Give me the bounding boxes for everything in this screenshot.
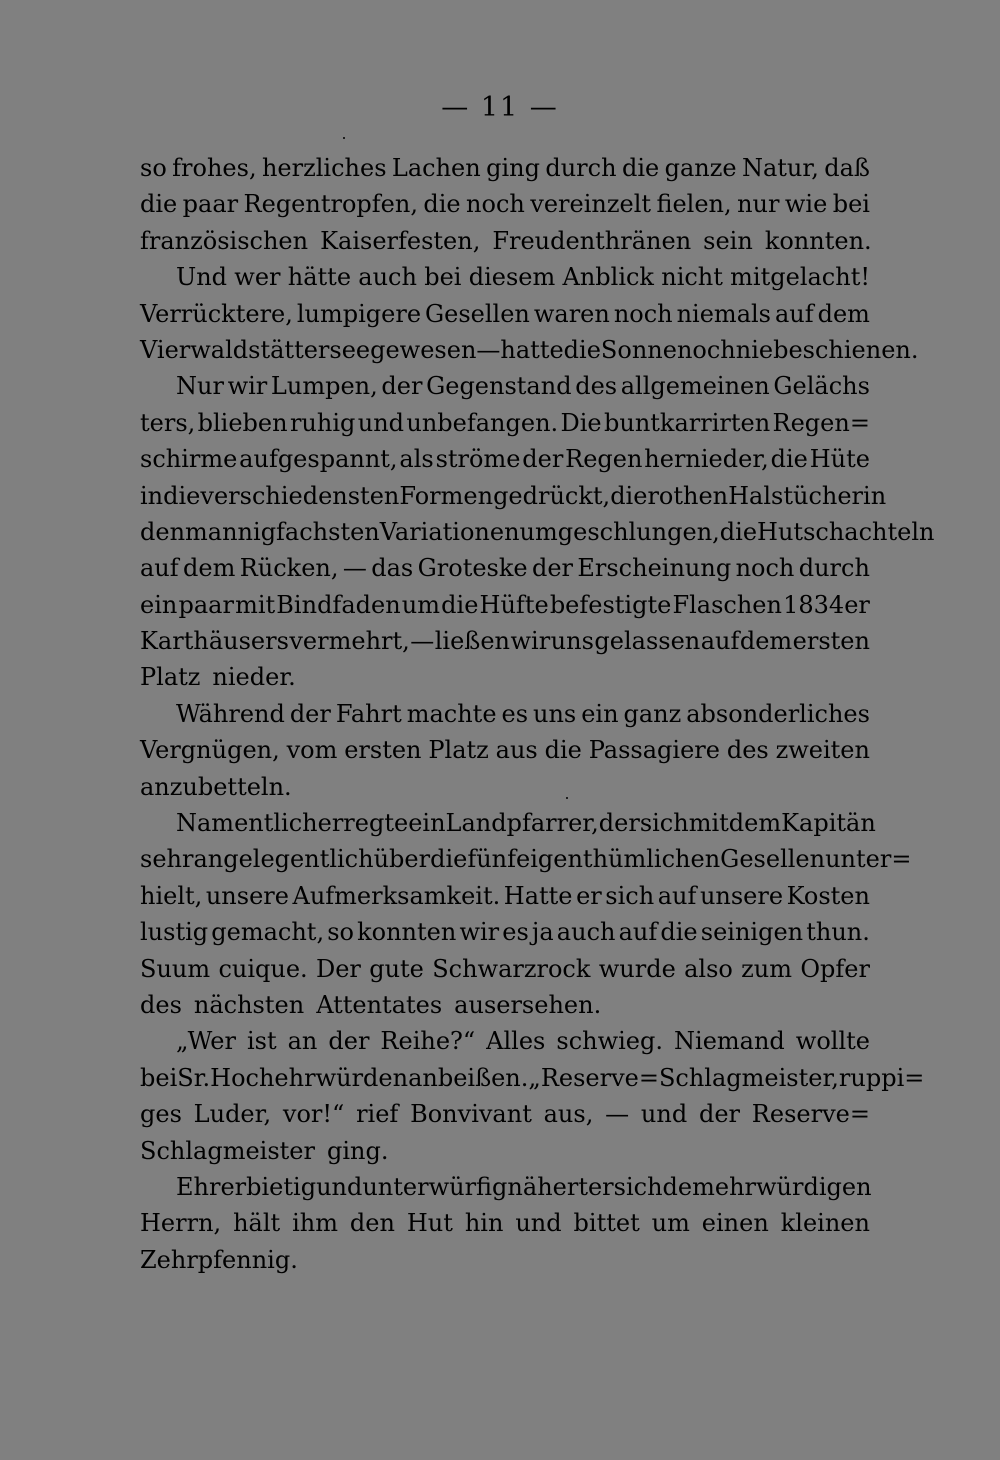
- word: Sonne: [600, 335, 677, 364]
- word: vor!“: [282, 1100, 345, 1129]
- text-line: [140, 987, 870, 1023]
- word: die: [563, 335, 601, 364]
- word: also: [684, 954, 733, 983]
- word: auch: [556, 918, 616, 947]
- word: Bindfaden: [276, 590, 401, 619]
- word: nächsten: [193, 990, 305, 1019]
- word: —: [410, 627, 435, 656]
- text-line: [140, 914, 870, 950]
- word: nieder.: [212, 663, 296, 692]
- word: Landpfarrer,: [445, 809, 599, 838]
- word: diesem: [468, 263, 556, 292]
- word: Reserve=: [751, 1100, 870, 1129]
- word: wer: [234, 263, 281, 292]
- word: Niemand: [674, 1027, 785, 1056]
- word: die: [770, 445, 808, 474]
- word: Und: [176, 263, 228, 292]
- word: —: [605, 1100, 630, 1129]
- word: die: [423, 190, 461, 219]
- word: Karthäusers: [140, 627, 289, 656]
- word: ausersehen.: [454, 990, 602, 1019]
- word: die: [140, 190, 178, 219]
- word: Lachen: [391, 154, 481, 182]
- word: hatte: [500, 335, 564, 364]
- page-number: — 11 —: [441, 92, 559, 123]
- body-text: [140, 150, 935, 1278]
- word: gedrückt,: [493, 481, 611, 510]
- word: auch: [358, 263, 417, 292]
- word: angelegentlich: [193, 845, 374, 874]
- word: Suum: [140, 954, 211, 983]
- word: Gesellen: [424, 299, 530, 328]
- word: und: [640, 1100, 688, 1129]
- word: bei: [140, 1063, 178, 1092]
- word: um: [401, 590, 441, 619]
- word: den: [140, 517, 186, 546]
- word: ganz: [623, 699, 682, 728]
- text-line: [140, 587, 870, 623]
- word: Anblick: [562, 263, 654, 292]
- text-line: [140, 951, 870, 987]
- text-line: [140, 1096, 870, 1132]
- word: lumpigere: [296, 299, 422, 328]
- word: Rücken,: [239, 554, 339, 583]
- word: unsere: [699, 881, 784, 910]
- text-line: [140, 1205, 870, 1241]
- word: mitgelacht!: [730, 263, 870, 292]
- word: des: [726, 736, 769, 765]
- word: um: [651, 1209, 690, 1238]
- text-line: [140, 805, 876, 841]
- word: niemals: [676, 299, 771, 328]
- text-line: [140, 1060, 925, 1096]
- word: vereinzelt: [530, 190, 652, 219]
- word: französischen: [140, 226, 309, 255]
- text-line: [140, 841, 912, 877]
- word: bei: [424, 263, 462, 292]
- word: noch: [613, 299, 673, 328]
- word: beschienen.: [773, 335, 919, 364]
- text-line: [140, 332, 919, 368]
- word: rothen: [647, 481, 729, 510]
- word: schwieg.: [556, 1027, 664, 1056]
- word: kleinen: [780, 1209, 870, 1238]
- word: absonderliches: [686, 699, 870, 728]
- word: thun.: [806, 918, 870, 947]
- text-line: [140, 550, 870, 586]
- word: ruhig: [289, 408, 356, 437]
- word: Hochehrwürden: [210, 1063, 409, 1092]
- word: daß: [824, 154, 870, 182]
- word: konnten.: [764, 226, 872, 255]
- word: der: [289, 699, 331, 728]
- word: in: [140, 481, 164, 510]
- text-line: [140, 441, 870, 477]
- word: —: [342, 554, 367, 583]
- word: konnten: [357, 918, 457, 947]
- word: Gelächs: [773, 372, 870, 401]
- text-line: [140, 223, 870, 259]
- word: er: [587, 1172, 614, 1201]
- word: sehr: [140, 845, 194, 874]
- word: Nur: [176, 372, 224, 401]
- word: ruppi=: [838, 1063, 925, 1092]
- word: über: [373, 845, 431, 874]
- word: und: [515, 1209, 562, 1238]
- word: Die: [560, 408, 602, 437]
- word: vom: [286, 736, 338, 765]
- word: eigenthümlichen: [516, 845, 721, 874]
- word: wir: [459, 918, 500, 947]
- word: Vergnügen,: [140, 736, 280, 765]
- word: ja: [531, 918, 554, 947]
- word: dem: [662, 1172, 715, 1201]
- word: 1834er: [783, 590, 870, 619]
- word: hin: [464, 1209, 504, 1238]
- word: Platz: [428, 736, 489, 765]
- word: Luder,: [193, 1100, 272, 1129]
- text-line: [140, 150, 870, 186]
- word: Namentlich: [176, 809, 318, 838]
- word: Hut: [406, 1209, 453, 1238]
- word: nicht: [661, 263, 723, 292]
- word: Groteske: [417, 554, 528, 583]
- word: auf: [140, 554, 179, 583]
- word: hätte: [287, 263, 352, 292]
- word: ehrwürdigen: [714, 1172, 872, 1201]
- word: wurde: [598, 954, 676, 983]
- word: die: [719, 517, 758, 546]
- word: blieben: [197, 408, 288, 437]
- word: die: [660, 918, 698, 947]
- word: ging.: [326, 1136, 389, 1165]
- word: unsere: [205, 881, 289, 910]
- word: wir: [510, 627, 551, 656]
- word: ein: [140, 590, 178, 619]
- word: Während: [176, 699, 285, 728]
- word: Flaschen: [672, 590, 782, 619]
- word: zum: [741, 954, 793, 983]
- word: hält: [233, 1209, 281, 1238]
- word: ließen: [434, 627, 510, 656]
- word: fünf: [467, 845, 517, 874]
- word: paar: [182, 190, 239, 219]
- word: Gegenstand: [426, 372, 572, 401]
- word: ersten: [344, 736, 422, 765]
- text-line: [140, 478, 887, 514]
- word: Attentates: [316, 990, 443, 1019]
- word: auf: [774, 299, 814, 328]
- text-line: [140, 1023, 870, 1059]
- word: der: [328, 1027, 370, 1056]
- word: das: [371, 554, 414, 583]
- text-line: [140, 296, 870, 332]
- word: die: [621, 154, 660, 182]
- word: nur: [737, 190, 780, 219]
- word: Ehrerbietig: [176, 1172, 317, 1201]
- word: noch: [676, 335, 736, 364]
- word: die: [544, 736, 582, 765]
- word: Hüte: [809, 445, 870, 474]
- word: ters,: [140, 408, 196, 437]
- word: durch: [798, 554, 870, 583]
- word: „Reserve=Schlagmeister,: [528, 1063, 839, 1092]
- word: nie: [735, 335, 774, 364]
- word: Sr.: [177, 1063, 211, 1092]
- word: Halstücher: [728, 481, 864, 510]
- word: die: [163, 481, 201, 510]
- word: ist: [246, 1027, 277, 1056]
- word: in: [863, 481, 887, 510]
- word: Freudenthränen: [492, 226, 692, 255]
- word: erregte: [317, 809, 409, 838]
- word: so: [327, 918, 354, 947]
- word: den: [349, 1209, 395, 1238]
- word: vermehrt,: [289, 627, 410, 656]
- text-line: [140, 405, 870, 441]
- word: uns: [550, 627, 594, 656]
- word: unter=: [825, 845, 912, 874]
- word: Gesellen: [720, 845, 826, 874]
- word: —: [476, 335, 501, 364]
- word: Platz: [140, 663, 201, 692]
- word: allgemeinen: [620, 372, 770, 401]
- word: einen: [701, 1209, 769, 1238]
- word: wollte: [795, 1027, 870, 1056]
- word: Vierwaldstättersee: [140, 335, 371, 364]
- word: hernieder,: [644, 445, 769, 474]
- word: waren: [533, 299, 610, 328]
- word: dem: [183, 554, 236, 583]
- word: Lumpen,: [270, 372, 378, 401]
- word: dem: [817, 299, 870, 328]
- word: verschiedensten: [200, 481, 400, 510]
- word: Hatte: [503, 881, 573, 910]
- text-line: [140, 696, 870, 732]
- word: frohes,: [172, 154, 257, 182]
- word: sein: [703, 226, 753, 255]
- word: dem: [728, 809, 782, 838]
- word: Opfer: [800, 954, 870, 983]
- word: ströme: [435, 445, 521, 474]
- word: Schwarzrock: [432, 954, 591, 983]
- text-line: [140, 514, 935, 550]
- text-line: [140, 1133, 870, 1169]
- word: dem: [739, 627, 793, 656]
- word: des: [575, 372, 618, 401]
- word: Hutschachteln: [757, 517, 935, 546]
- word: mit: [235, 590, 276, 619]
- word: der: [381, 372, 423, 401]
- word: schirme: [140, 445, 238, 474]
- word: machte: [406, 699, 497, 728]
- word: der: [598, 809, 640, 838]
- word: Natur,: [741, 154, 819, 182]
- word: ganze: [664, 154, 737, 182]
- word: anbeißen.: [408, 1063, 529, 1092]
- word: aus: [495, 736, 538, 765]
- word: lustig: [140, 918, 209, 947]
- word: uns: [532, 699, 577, 728]
- word: Alles: [486, 1027, 546, 1056]
- word: Reihe?“: [380, 1027, 476, 1056]
- word: Aufmerksamkeit.: [292, 881, 501, 910]
- word: der: [531, 554, 574, 583]
- word: Formen: [399, 481, 494, 510]
- word: aufgespannt,: [239, 445, 398, 474]
- word: Kosten: [786, 881, 870, 910]
- word: durch: [545, 154, 617, 182]
- word: Verrücktere,: [140, 299, 293, 328]
- word: aus,: [543, 1100, 594, 1129]
- word: Fahrt: [335, 699, 402, 728]
- word: mit: [688, 809, 729, 838]
- word: wie: [784, 190, 828, 219]
- word: Bonvivant: [410, 1100, 532, 1129]
- word: gute: [369, 954, 424, 983]
- word: so: [140, 154, 167, 182]
- word: „Wer: [176, 1027, 236, 1056]
- word: bittet: [573, 1209, 640, 1238]
- word: mannigfachsten: [185, 517, 380, 546]
- word: ein: [581, 699, 619, 728]
- word: unterwürfig: [362, 1172, 508, 1201]
- text-line: [140, 623, 870, 659]
- word: hielt,: [140, 881, 203, 910]
- word: auf: [618, 918, 658, 947]
- word: die: [430, 845, 468, 874]
- word: fielen,: [656, 190, 732, 219]
- word: sich: [639, 809, 689, 838]
- word: Hüfte: [479, 590, 549, 619]
- word: und: [316, 1172, 363, 1201]
- word: ein: [408, 809, 446, 838]
- word: Variationen: [379, 517, 520, 546]
- word: er: [576, 881, 602, 910]
- word: sich: [605, 881, 655, 910]
- word: des: [140, 990, 182, 1019]
- word: wir: [227, 372, 268, 401]
- word: Passagiere: [588, 736, 720, 765]
- word: ersten: [792, 627, 870, 656]
- word: ging: [486, 154, 540, 182]
- word: seinigen: [700, 918, 804, 947]
- word: Regen: [565, 445, 643, 474]
- word: als: [399, 445, 434, 474]
- word: Schlagmeister: [140, 1136, 315, 1165]
- word: noch: [466, 190, 525, 219]
- word: rief: [356, 1100, 399, 1129]
- text-line: [140, 186, 870, 222]
- word: bei: [832, 190, 870, 219]
- text-line: [140, 878, 870, 914]
- text-line: [140, 1242, 870, 1278]
- word: der: [522, 445, 564, 474]
- word: Kaiserfesten,: [320, 226, 481, 255]
- word: auf: [657, 881, 697, 910]
- word: buntkarrirten: [604, 408, 771, 437]
- text-line: [140, 1169, 870, 1205]
- text-line: [140, 732, 870, 768]
- word: Erscheinung: [577, 554, 732, 583]
- word: sich: [613, 1172, 663, 1201]
- word: Regen=: [772, 408, 870, 437]
- word: ges: [140, 1100, 182, 1129]
- word: ihm: [292, 1209, 338, 1238]
- text-line: [140, 259, 870, 295]
- word: es: [502, 918, 529, 947]
- word: nähert: [507, 1172, 588, 1201]
- word: Der: [315, 954, 361, 983]
- word: auf: [700, 627, 740, 656]
- word: der: [698, 1100, 741, 1129]
- word: es: [501, 699, 529, 728]
- word: Zehrpfennig.: [140, 1245, 298, 1274]
- word: cuique.: [218, 954, 308, 983]
- word: die: [441, 590, 479, 619]
- word: die: [610, 481, 648, 510]
- word: und: [357, 408, 405, 437]
- word: unbefangen.: [406, 408, 559, 437]
- word: noch: [735, 554, 795, 583]
- word: paar: [178, 590, 234, 619]
- word: Regentropfen,: [243, 190, 418, 219]
- text-line: [140, 769, 870, 805]
- word: gewesen: [370, 335, 477, 364]
- text-line: [140, 659, 870, 695]
- word: Kapitän: [781, 809, 876, 838]
- word: gelassen: [594, 627, 701, 656]
- ink-speck: [566, 797, 568, 799]
- word: an: [287, 1027, 318, 1056]
- word: herzliches: [261, 154, 387, 182]
- text-line: [140, 368, 870, 404]
- word: gemacht,: [211, 918, 325, 947]
- word: umgeschlungen,: [519, 517, 720, 546]
- word: Herrn,: [140, 1209, 222, 1238]
- ink-speck: [343, 137, 345, 139]
- word: zweiten: [775, 736, 870, 765]
- word: anzubetteln.: [140, 772, 292, 801]
- word: befestigte: [549, 590, 672, 619]
